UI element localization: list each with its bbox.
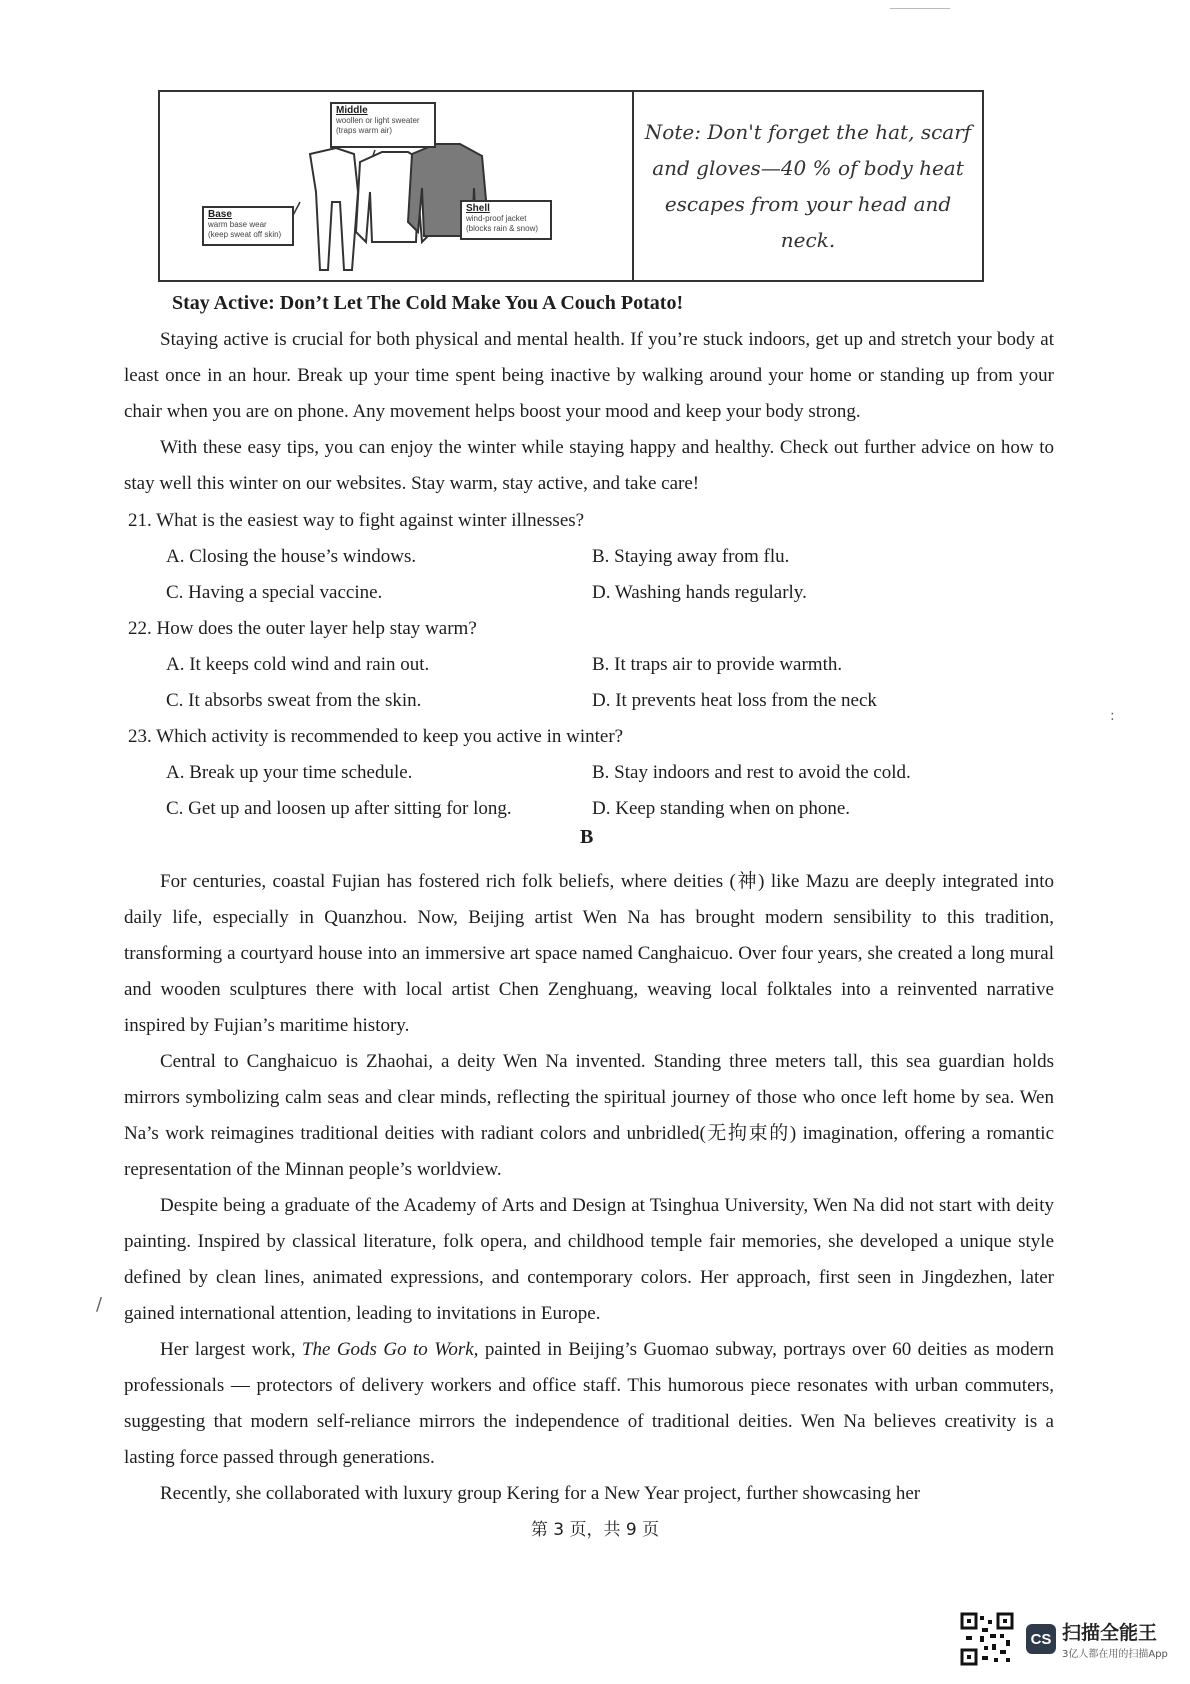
paragraph-4-rest: painted in Beijing’s Guomao subway, portrays over 60 deities as modern professionals — protectors of delivery workers and office staff. This humorous piece resonates with urban commuters, suggesting that modern self-reliance mirrors the independence of traditional deities. Wen Na believes creativity is a lasting force passed through generations.: [124, 1339, 1054, 1468]
scan-edge-mark: [890, 8, 950, 9]
question-22-option-d: D. It prevents heat loss from the neck: [592, 690, 877, 711]
base-layer-garment: [310, 148, 358, 270]
section-b-body: [124, 864, 1054, 1512]
section-b-paragraph-5: Recently, she collaborated with luxury group Kering for a New Year project, further showcasing her: [160, 1483, 921, 1504]
scan-artifact-mark: :: [1110, 708, 1115, 724]
middle-label-title: Middle: [336, 105, 368, 116]
question-21-option-d: D. Washing hands regularly.: [592, 582, 807, 603]
question-21-option-a: A. Closing the house’s windows.: [166, 546, 417, 567]
section-b-paragraph: Despite being a graduate of the Academy of Arts and Design at Tsinghua University, Wen Na did not start with deity painting. Inspired by classical literature, folk opera, and childhood temple fair memories, she developed a unique style defined by clean lines, animated expressions, and contemporary colors. Her approach, first seen in Jingdezhen, later gained international attention, leading to invitations in Europe.: [124, 1195, 1054, 1324]
question-22-option-a: A. It keeps cold wind and rain out.: [166, 654, 430, 675]
section-b-paragraph: For centuries, coastal Fujian has fostered rich folk beliefs, where deities (神) like Mazu are deeply integrated into daily life, especially in Quanzhou. Now, Beijing artist Wen Na has brought modern sensibility to this tradition, transforming a courtyard house into an immersive art space named Canghaicuo. Over four years, she created a long mural and wooden sculptures there with local artist Chen Zenghuang, weaving local folktales into a reinvented narrative inspired by Fujian’s maritime history.: [124, 871, 1054, 1036]
scan-artifact-mark: /: [96, 1294, 103, 1315]
question-21-option-c: C. Having a special vaccine.: [166, 582, 383, 603]
qr-code-icon: [960, 1612, 1014, 1666]
base-label-desc: warm base wear (keep sweat off skin): [208, 220, 282, 239]
question-23-option-a: A. Break up your time schedule.: [166, 762, 413, 783]
shell-label-desc: wind-proof jacket (blocks rain & snow): [466, 214, 539, 233]
question-22-option-c: C. It absorbs sweat from the skin.: [166, 690, 422, 711]
section-a-paragraph: Staying active is crucial for both physical and mental health. If you’re stuck indoors, get up and stretch your body at least once in an hour. Break up your time spent being inactive by walking around your home or standing up from your chair when you are on phone. Any movement helps boost your mood and keep your body strong.: [124, 329, 1054, 422]
question-23-option-c: C. Get up and loosen up after sitting for long.: [166, 798, 512, 819]
section-b-paragraph-4: [124, 1332, 1054, 1476]
scanner-watermark: [960, 1612, 1168, 1666]
middle-label-desc: woollen or light sweater (traps warm air): [336, 116, 420, 135]
section-b-heading: B: [580, 826, 594, 848]
figure-note: Note: Don't forget the hat, scarf and gloves—40 % of body heat escapes from your head and neck.: [644, 120, 972, 252]
shell-label-title: Shell: [466, 203, 490, 214]
question-23-option-b: B. Stay indoors and rest to avoid the cold.: [592, 762, 911, 783]
clothing-illustration: [160, 92, 634, 280]
question-22-option-b: B. It traps air to provide warmth.: [592, 654, 843, 675]
base-label-title: Base: [208, 209, 232, 220]
scanner-text: [1062, 1618, 1168, 1660]
artwork-title: The Gods Go to Work,: [301, 1339, 479, 1360]
page-number: 第 3 页，共 9 页: [530, 1520, 660, 1540]
question-22-stem: 22. How does the outer layer help stay warm?: [128, 618, 477, 639]
section-a-body: [124, 322, 1054, 502]
question-23-stem: 23. Which activity is recommended to keep you active in winter?: [128, 726, 624, 747]
question-21-stem: 21. What is the easiest way to fight against winter illnesses?: [128, 510, 585, 531]
middle-layer-label: [330, 102, 436, 148]
clothing-layers-figure: [158, 90, 984, 282]
question-23-option-d: D. Keep standing when on phone.: [592, 798, 851, 819]
camscanner-logo: CS: [1026, 1624, 1056, 1654]
section-a-paragraph: With these easy tips, you can enjoy the winter while staying happy and healthy. Check out further advice on how to stay well this winter on our websites. Stay warm, stay active, and take care!: [124, 437, 1054, 494]
figure-note-panel: [634, 92, 982, 280]
base-layer-label: [202, 206, 294, 246]
section-a-title: Stay Active: Don’t Let The Cold Make You A Couch Potato!: [172, 292, 684, 314]
scanner-tagline: 3亿人都在用的扫描App: [1062, 1649, 1168, 1660]
shell-layer-label: [460, 200, 552, 240]
section-b-paragraph: Central to Canghaicuo is Zhaohai, a deity Wen Na invented. Standing three meters tall, this sea guardian holds mirrors symbolizing calm seas and clear minds, reflecting the spiritual journey of those who once left home by sea. Wen Na’s work reimagines traditional deities with radiant colors and unbridled(无拘束的) imagination, offering a romantic representation of the Minnan people’s worldview.: [124, 1051, 1054, 1180]
question-21-option-b: B. Staying away from flu.: [592, 546, 790, 567]
paragraph-4-prefix: Her largest work,: [160, 1339, 302, 1360]
scanner-app-name: 扫描全能王: [1062, 1622, 1158, 1644]
